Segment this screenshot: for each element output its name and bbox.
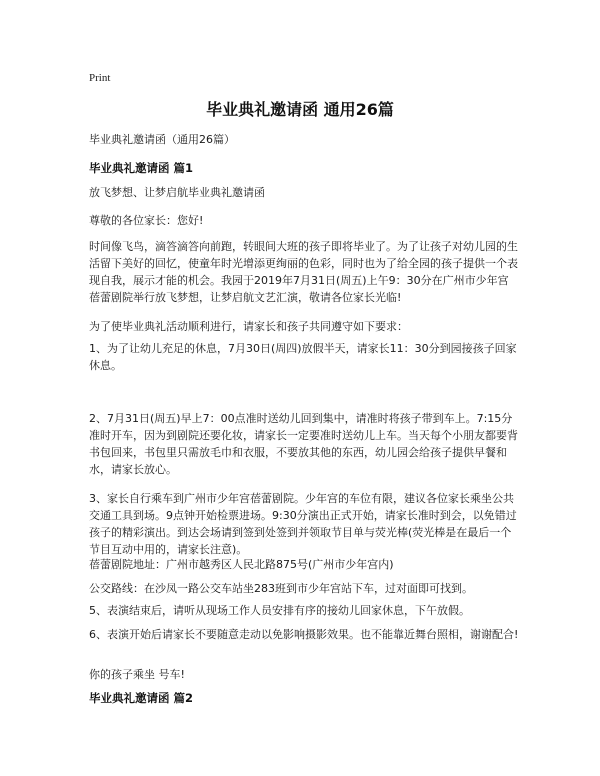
section-heading-2: 毕业典礼邀请函 篇2 bbox=[89, 691, 194, 705]
document-subtitle: 毕业典礼邀请函（通用26篇） bbox=[89, 133, 235, 146]
greeting: 尊敬的各位家长：您好! bbox=[89, 214, 204, 227]
paragraph: 放飞梦想、让梦启航毕业典礼邀请函 bbox=[89, 186, 265, 199]
list-item: 1、为了让幼儿充足的休息，7月30日(周四)放假半天，请家长11：30分到园接孩子回家休息。 bbox=[89, 342, 517, 372]
paragraph: 为了使毕业典礼活动顺利进行，请家长和孩子共同遵守如下要求： bbox=[89, 320, 408, 333]
print-link[interactable]: Print bbox=[89, 72, 111, 84]
list-item: 6、表演开始后请家长不要随意走动以免影响摄影效果。也不能靠近舞台照相，谢谢配合! bbox=[89, 628, 519, 641]
list-item: 2、7月31日(周五)早上7：00点准时送幼儿回到集中，请准时将孩子带到车上。7:15分准时开车，因为到剧院还要化妆，请家长一定要准时送幼儿上车。当天每个小朋友都要背书包回来，书包里只需放毛巾和衣服，不要放其他的东西，幼儿园会给孩子提供早餐和水，请家长放心。 bbox=[89, 412, 518, 476]
address-line: 蓓蕾剧院地址：广州市越秀区人民北路875号(广州市少年宫内) bbox=[89, 558, 394, 571]
list-item: 5、表演结束后，请听从现场工作人员安排有序的接幼儿回家休息，下午放假。 bbox=[89, 604, 470, 617]
section-heading-1: 毕业典礼邀请函 篇1 bbox=[89, 161, 194, 175]
paragraph: 你的孩子乘坐 号车! bbox=[89, 668, 185, 681]
paragraph: 时间像飞鸟，滴答滴答向前跑，转眼间大班的孩子即将毕业了。为了让孩子对幼儿园的生活留下美好的回忆，使童年时光增添更绚丽的色彩，同时也为了给全园的孩子提供一个表现自我，展示才能的机会。我园于2019年7月31日(周五)上午9：30分在广州市少年宫蓓蕾剧院举行放飞梦想，让梦启航文艺汇演，敬请各位家长光临! bbox=[89, 240, 518, 304]
page-title: 毕业典礼邀请函 通用26篇 bbox=[206, 100, 394, 119]
bus-route-line: 公交路线：在沙凤一路公交车站坐283班到市少年宫站下车，过对面即可找到。 bbox=[89, 582, 473, 595]
list-item: 3、家长自行乘车到广州市少年宫蓓蕾剧院。少年宫的车位有限，建议各位家长乘坐公共交通工具到场。9点钟开始检票进场。9:30分演出正式开始，请家长准时到会，以免错过孩子的精彩演出。到达会场请到签到处签到并领取节目单与荧光棒(荧光棒是在最后一个节目互动中用的，请家长注意)。 bbox=[89, 492, 517, 556]
